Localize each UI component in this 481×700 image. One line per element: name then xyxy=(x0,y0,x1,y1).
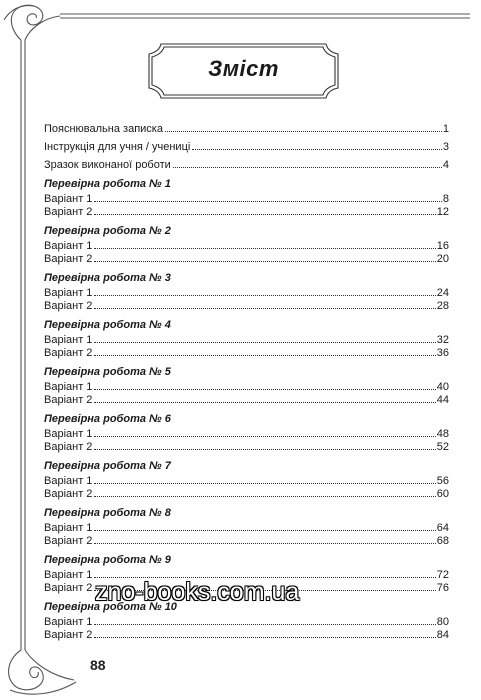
dot-leader xyxy=(94,214,435,215)
toc-entry-page: 4 xyxy=(442,159,449,171)
toc-entry xyxy=(44,427,449,440)
toc-entry-label: Варіант 1 xyxy=(44,569,93,581)
dot-leader xyxy=(94,637,435,638)
toc-entry-label: Варіант 1 xyxy=(44,522,93,534)
sections-list xyxy=(44,177,449,641)
toc-section xyxy=(44,318,449,359)
watermark: zno-books.com.ua xyxy=(95,578,300,606)
toc-section xyxy=(44,412,449,453)
toc-entry-page: 72 xyxy=(436,569,449,581)
toc-entry xyxy=(44,252,449,265)
toc-entry xyxy=(44,205,449,218)
toc-entry-label: Варіант 2 xyxy=(44,206,93,218)
toc-entry-label: Варіант 2 xyxy=(44,535,93,547)
toc-entry xyxy=(44,615,449,628)
toc-section-heading: Перевірна робота № 7 xyxy=(44,460,171,472)
toc-entry-label: Варіант 1 xyxy=(44,287,93,299)
toc-section-heading: Перевірна робота № 4 xyxy=(44,319,171,331)
toc-section-heading: Перевірна робота № 6 xyxy=(44,413,171,425)
toc-entry-page: 76 xyxy=(436,582,449,594)
page-title: Зміст xyxy=(208,56,279,81)
toc-entry-page: 20 xyxy=(436,253,449,265)
toc-entry xyxy=(44,521,449,534)
toc-entry-page: 56 xyxy=(436,475,449,487)
toc-entry-label: Варіант 1 xyxy=(44,616,93,628)
toc-entry-label: Варіант 2 xyxy=(44,300,93,312)
toc-entry-label: Варіант 1 xyxy=(44,475,93,487)
toc-entry-label: Інструкція для учня / учениці xyxy=(44,141,191,153)
toc-entry-label: Варіант 2 xyxy=(44,488,93,500)
toc-section-heading: Перевірна робота № 3 xyxy=(44,272,171,284)
dot-leader xyxy=(94,308,435,309)
toc-entry-page: 68 xyxy=(436,535,449,547)
intro-list xyxy=(44,117,449,171)
dot-leader xyxy=(94,342,435,343)
dot-leader xyxy=(94,201,441,202)
dot-leader xyxy=(94,543,435,544)
toc-entry xyxy=(44,628,449,641)
toc-entry xyxy=(44,534,449,547)
toc-entry-label: Варіант 2 xyxy=(44,441,93,453)
toc-entry-page: 40 xyxy=(436,381,449,393)
toc-entry-page: 60 xyxy=(436,488,449,500)
dot-leader xyxy=(94,496,435,497)
toc-entry xyxy=(44,117,449,135)
dot-leader xyxy=(94,436,435,437)
toc-entry-page: 28 xyxy=(436,300,449,312)
toc-entry-page: 80 xyxy=(436,616,449,628)
toc-section-heading: Перевірна робота № 10 xyxy=(44,601,177,613)
toc-section xyxy=(44,459,449,500)
toc-section xyxy=(44,365,449,406)
toc-section-heading: Перевірна робота № 9 xyxy=(44,554,171,566)
toc-entry-page: 12 xyxy=(436,206,449,218)
dot-leader xyxy=(192,149,442,150)
toc-entry-page: 3 xyxy=(442,141,449,153)
toc-entry xyxy=(44,333,449,346)
toc-entry-label: Варіант 2 xyxy=(44,629,93,641)
toc-entry xyxy=(44,440,449,453)
dot-leader xyxy=(94,624,435,625)
toc-entry xyxy=(44,135,449,153)
dot-leader xyxy=(94,295,435,296)
toc-entry-page: 8 xyxy=(442,193,449,205)
toc-entry xyxy=(44,192,449,205)
dot-leader xyxy=(94,402,435,403)
toc-section xyxy=(44,506,449,547)
toc-section xyxy=(44,224,449,265)
toc-entry xyxy=(44,487,449,500)
toc-entry-page: 36 xyxy=(436,347,449,359)
toc-entry xyxy=(44,299,449,312)
dot-leader xyxy=(165,131,442,132)
toc-entry-label: Варіант 2 xyxy=(44,253,93,265)
toc-entry-page: 64 xyxy=(436,522,449,534)
toc-section xyxy=(44,271,449,312)
toc-section-heading: Перевірна робота № 5 xyxy=(44,366,171,378)
toc-entry-page: 44 xyxy=(436,394,449,406)
toc-entry-label: Пояснювальна записка xyxy=(44,123,163,135)
dot-leader xyxy=(94,389,435,390)
page-number: 88 xyxy=(90,657,106,673)
toc-entry-label: Варіант 1 xyxy=(44,334,93,346)
toc-entry-page: 1 xyxy=(442,123,449,135)
toc-entry xyxy=(44,346,449,359)
table-of-contents xyxy=(44,117,449,641)
dot-leader xyxy=(173,167,442,168)
toc-entry-label: Варіант 1 xyxy=(44,381,93,393)
toc-entry-label: Варіант 2 xyxy=(44,394,93,406)
dot-leader xyxy=(94,248,435,249)
toc-entry-label: Варіант 1 xyxy=(44,240,93,252)
toc-entry-page: 24 xyxy=(436,287,449,299)
toc-entry-page: 84 xyxy=(436,629,449,641)
toc-entry-page: 48 xyxy=(436,428,449,440)
toc-entry-label: Варіант 2 xyxy=(44,582,93,594)
toc-section xyxy=(44,177,449,218)
dot-leader xyxy=(94,261,435,262)
toc-entry-label: Зразок виконаної роботи xyxy=(44,159,171,171)
toc-entry xyxy=(44,380,449,393)
dot-leader xyxy=(94,483,435,484)
dot-leader xyxy=(94,449,435,450)
dot-leader xyxy=(94,355,435,356)
toc-entry xyxy=(44,239,449,252)
toc-entry-label: Варіант 1 xyxy=(44,193,93,205)
toc-section-heading: Перевірна робота № 2 xyxy=(44,225,171,237)
toc-section-heading: Перевірна робота № 8 xyxy=(44,507,171,519)
toc-entry xyxy=(44,286,449,299)
toc-entry-page: 52 xyxy=(436,441,449,453)
toc-entry-label: Варіант 2 xyxy=(44,347,93,359)
toc-entry xyxy=(44,153,449,171)
dot-leader xyxy=(94,530,435,531)
toc-entry-page: 32 xyxy=(436,334,449,346)
toc-section-heading: Перевірна робота № 1 xyxy=(44,178,171,190)
toc-entry-page: 16 xyxy=(436,240,449,252)
toc-entry xyxy=(44,393,449,406)
toc-entry xyxy=(44,474,449,487)
toc-entry-label: Варіант 1 xyxy=(44,428,93,440)
